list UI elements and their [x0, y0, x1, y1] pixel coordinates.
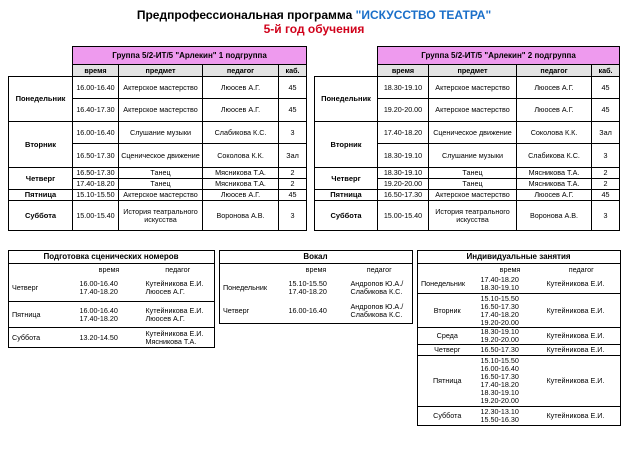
subject-cell: Актерское мастерство — [119, 190, 203, 201]
time-cell: 16.00-16.40 17.40-18.20 — [77, 302, 143, 328]
subject-cell: Слушание музыки — [429, 144, 517, 168]
blank-cell — [418, 264, 478, 276]
teacher-cell: Андропов Ю.А./ Слабикова К.С. — [348, 300, 413, 324]
day-cell: Вторник — [418, 294, 478, 328]
table-row — [9, 122, 307, 144]
time-cell: 16.00-16.40 17.40-18.20 — [79, 279, 118, 297]
day-cell: Четверг — [315, 168, 378, 190]
time-cell: 16.50-17.30 — [478, 345, 544, 356]
room-cell: Зал — [279, 144, 307, 168]
room-cell: 3 — [592, 201, 620, 231]
subject-cell: Актерское мастерство — [119, 99, 203, 122]
day-cell: Четверг — [9, 276, 77, 302]
day-cell: Понедельник — [9, 77, 73, 122]
teacher-cell: Мясникова Т.А. — [517, 179, 592, 190]
room-cell: 45 — [279, 99, 307, 122]
room-cell: 2 — [279, 179, 307, 190]
day-cell: Четверг — [418, 345, 478, 356]
day-cell: Четверг — [9, 168, 73, 190]
col-header-room: каб. — [592, 65, 620, 77]
subject-cell: Танец — [119, 168, 203, 179]
time-cell: 19.20-20.00 — [378, 99, 429, 122]
table-row — [418, 407, 621, 426]
table-row — [315, 122, 620, 144]
room-cell: 2 — [592, 168, 620, 179]
day-cell: Вторник — [315, 122, 378, 168]
subject-cell: Сценическое движение — [429, 122, 517, 144]
room-cell: 2 — [279, 168, 307, 179]
col-header-teacher: педагог — [348, 264, 413, 276]
room-cell: 3 — [279, 201, 307, 231]
teacher-cell: Люосев А.Г. — [203, 99, 279, 122]
time-cell: 18.30-19.10 19.20-20.00 — [478, 328, 544, 345]
teacher-cell: Воронова А.В. — [517, 201, 592, 231]
teacher-cell: Кутейникова Е.И. — [544, 328, 621, 345]
time-cell: 18.30-19.10 — [378, 144, 429, 168]
teacher-cell: Слабикова К.С. — [203, 122, 279, 144]
teacher-cell: Люосев А.Г. — [517, 99, 592, 122]
teacher-cell: Кутейникова Е.И. — [544, 294, 621, 328]
individual-title: Индивидуальные занятия — [418, 251, 621, 264]
table-row — [418, 276, 621, 294]
subject-cell: Актерское мастерство — [429, 77, 517, 99]
time-cell: 17.40-18.20 — [378, 122, 429, 144]
table-row — [418, 328, 621, 345]
group1-table — [8, 46, 307, 231]
time-cell: 15.10-15.50 16.50-17.30 17.40-18.20 19.20-20.00 — [478, 294, 544, 328]
teacher-cell: Кутейникова Е.И. — [544, 356, 621, 407]
teacher-cell: Мясникова Т.А. — [203, 179, 279, 190]
room-cell: 45 — [279, 77, 307, 99]
table-row — [220, 276, 413, 300]
col-header-time: время — [98, 264, 120, 274]
subject-cell: Актерское мастерство — [429, 99, 517, 122]
subject-cell: Сценическое движение — [119, 144, 203, 168]
teacher-cell: Слабикова К.С. — [517, 144, 592, 168]
time-cell: 16.00-16.40 — [286, 300, 348, 324]
teacher-cell: Люосев А.Г. — [203, 77, 279, 99]
subject-cell: Слушание музыки — [119, 122, 203, 144]
time-cell: 18.30-19.10 — [378, 168, 429, 179]
teacher-cell: Кутейникова Е.И. — [544, 345, 621, 356]
room-cell: 45 — [279, 190, 307, 201]
col-header-subject: предмет — [119, 65, 203, 77]
room-cell: 2 — [592, 179, 620, 190]
teacher-cell: Соколова К.К. — [517, 122, 592, 144]
program-label: Предпрофессиональная программа — [136, 8, 353, 22]
time-cell: 15.10-15.50 — [73, 190, 119, 201]
teacher-cell: Люосев А.Г. — [203, 190, 279, 201]
table-row — [315, 201, 620, 231]
teacher-cell: Кутейникова Е.И. Люосев А.Г. — [143, 302, 215, 328]
table-row — [9, 190, 307, 201]
day-cell: Четверг — [220, 300, 286, 324]
time-cell: 15.10-15.50 16.00-16.40 16.50-17.30 17.40-18.20 18.30-19.10 19.20-20.00 — [478, 356, 544, 407]
time-cell: 16.40-17.30 — [73, 99, 119, 122]
teacher-cell: Кутейникова Е.И. Мясникова Т.А. — [143, 328, 215, 348]
teacher-cell: Мясникова Т.А. — [203, 168, 279, 179]
table-row — [9, 276, 215, 302]
room-cell: 3 — [592, 144, 620, 168]
teacher-cell: Кутейникова Е.И. Люосев А.Г. — [143, 276, 215, 302]
col-header-room: каб. — [279, 65, 307, 77]
day-cell: Понедельник — [220, 276, 286, 300]
subject-cell: Актерское мастерство — [119, 77, 203, 99]
table-row — [315, 77, 620, 99]
table-row — [418, 294, 621, 328]
program-title — [0, 8, 628, 22]
teacher-cell: Воронова А.В. — [203, 201, 279, 231]
day-cell: Суббота — [9, 328, 77, 348]
day-cell: Суббота — [315, 201, 378, 231]
blank-cell — [220, 264, 286, 276]
col-header-time: время — [73, 65, 119, 77]
table-row — [9, 328, 215, 348]
time-cell: 18.30-19.10 — [378, 77, 429, 99]
day-cell: Вторник — [9, 122, 73, 168]
corner-cell — [9, 65, 73, 77]
group2-title: Группа 5/2-ИТ/5 "Арлекин" 2 подгруппа — [378, 47, 620, 65]
subject-cell: Танец — [429, 179, 517, 190]
teacher-cell: Андропов Ю.А./ Слабикова К.С. — [348, 276, 413, 300]
room-cell: 45 — [592, 77, 620, 99]
time-cell: 17.40-18.20 — [73, 179, 119, 190]
program-name: "ИСКУССТВО ТЕАТРА" — [355, 8, 492, 22]
time-cell: 16.00-16.40 — [73, 77, 119, 99]
col-header-teacher: педагог — [143, 264, 215, 276]
time-cell: 19.20-20.00 — [378, 179, 429, 190]
day-cell: Суббота — [418, 407, 478, 426]
subject-cell: История театрального искусства — [119, 201, 203, 231]
corner-cell — [315, 65, 378, 77]
time-cell: 13.20-14.50 — [77, 328, 143, 348]
table-row — [9, 168, 307, 179]
table-row — [315, 168, 620, 179]
teacher-cell: Люосев А.Г. — [517, 190, 592, 201]
col-header-teacher: педагог — [544, 264, 621, 276]
individual-table — [417, 250, 621, 426]
subject-cell: Актерское мастерство — [429, 190, 517, 201]
teacher-cell: Мясникова Т.А. — [517, 168, 592, 179]
corner-cell — [315, 47, 378, 65]
day-cell: Суббота — [9, 201, 73, 231]
vocal-table — [219, 250, 413, 324]
col-header-subject: предмет — [429, 65, 517, 77]
time-cell: 15.00-15.40 — [73, 201, 119, 231]
corner-cell — [9, 47, 73, 65]
time-cell: 12.30-13.10 15.50-16.30 — [478, 407, 544, 426]
day-cell: Пятница — [315, 190, 378, 201]
subject-cell: Танец — [119, 179, 203, 190]
time-cell: 16.50-17.30 — [378, 190, 429, 201]
stage-prep-title: Подготовка сценических номеров — [9, 251, 215, 264]
day-cell: Пятница — [9, 190, 73, 201]
time-cell: 16.00-16.40 — [73, 122, 119, 144]
day-cell: Пятница — [9, 302, 77, 328]
teacher-cell: Соколова К.К. — [203, 144, 279, 168]
time-cell: 16.50-17.30 — [73, 168, 119, 179]
subject-cell: Танец — [429, 168, 517, 179]
group2-table — [314, 46, 620, 231]
table-row — [9, 201, 307, 231]
col-header-time: время — [499, 264, 521, 274]
group1-title: Группа 5/2-ИТ/5 "Арлекин" 1 подгруппа — [73, 47, 307, 65]
table-row — [220, 300, 413, 324]
table-row — [418, 356, 621, 407]
subject-cell: История театрального искусства — [429, 201, 517, 231]
time-cell: 17.40-18.20 18.30-19.10 — [480, 275, 519, 293]
col-header-time: время — [378, 65, 429, 77]
teacher-cell: Люосев А.Г. — [517, 77, 592, 99]
day-cell: Понедельник — [418, 276, 478, 294]
day-cell: Понедельник — [315, 77, 378, 122]
table-row — [9, 302, 215, 328]
table-row — [418, 345, 621, 356]
time-cell: 16.50-17.30 — [73, 144, 119, 168]
day-cell: Среда — [418, 328, 478, 345]
room-cell: 45 — [592, 190, 620, 201]
day-cell: Пятница — [418, 356, 478, 407]
col-header-teacher: педагог — [517, 65, 592, 77]
col-header-teacher: педагог — [203, 65, 279, 77]
col-header-time: время — [305, 264, 327, 274]
teacher-cell: Кутейникова Е.И. — [544, 276, 621, 294]
time-cell: 15.10-15.50 17.40-18.20 — [288, 278, 327, 296]
teacher-cell: Кутейникова Е.И. — [544, 407, 621, 426]
time-cell: 15.00-15.40 — [378, 201, 429, 231]
vocal-title: Вокал — [220, 251, 413, 264]
table-row — [9, 77, 307, 99]
room-cell: 3 — [279, 122, 307, 144]
room-cell: 45 — [592, 99, 620, 122]
blank-cell — [9, 264, 77, 276]
year-title: 5-й год обучения — [263, 22, 365, 36]
table-row — [315, 190, 620, 201]
stage-prep-table — [8, 250, 215, 348]
room-cell: Зал — [592, 122, 620, 144]
